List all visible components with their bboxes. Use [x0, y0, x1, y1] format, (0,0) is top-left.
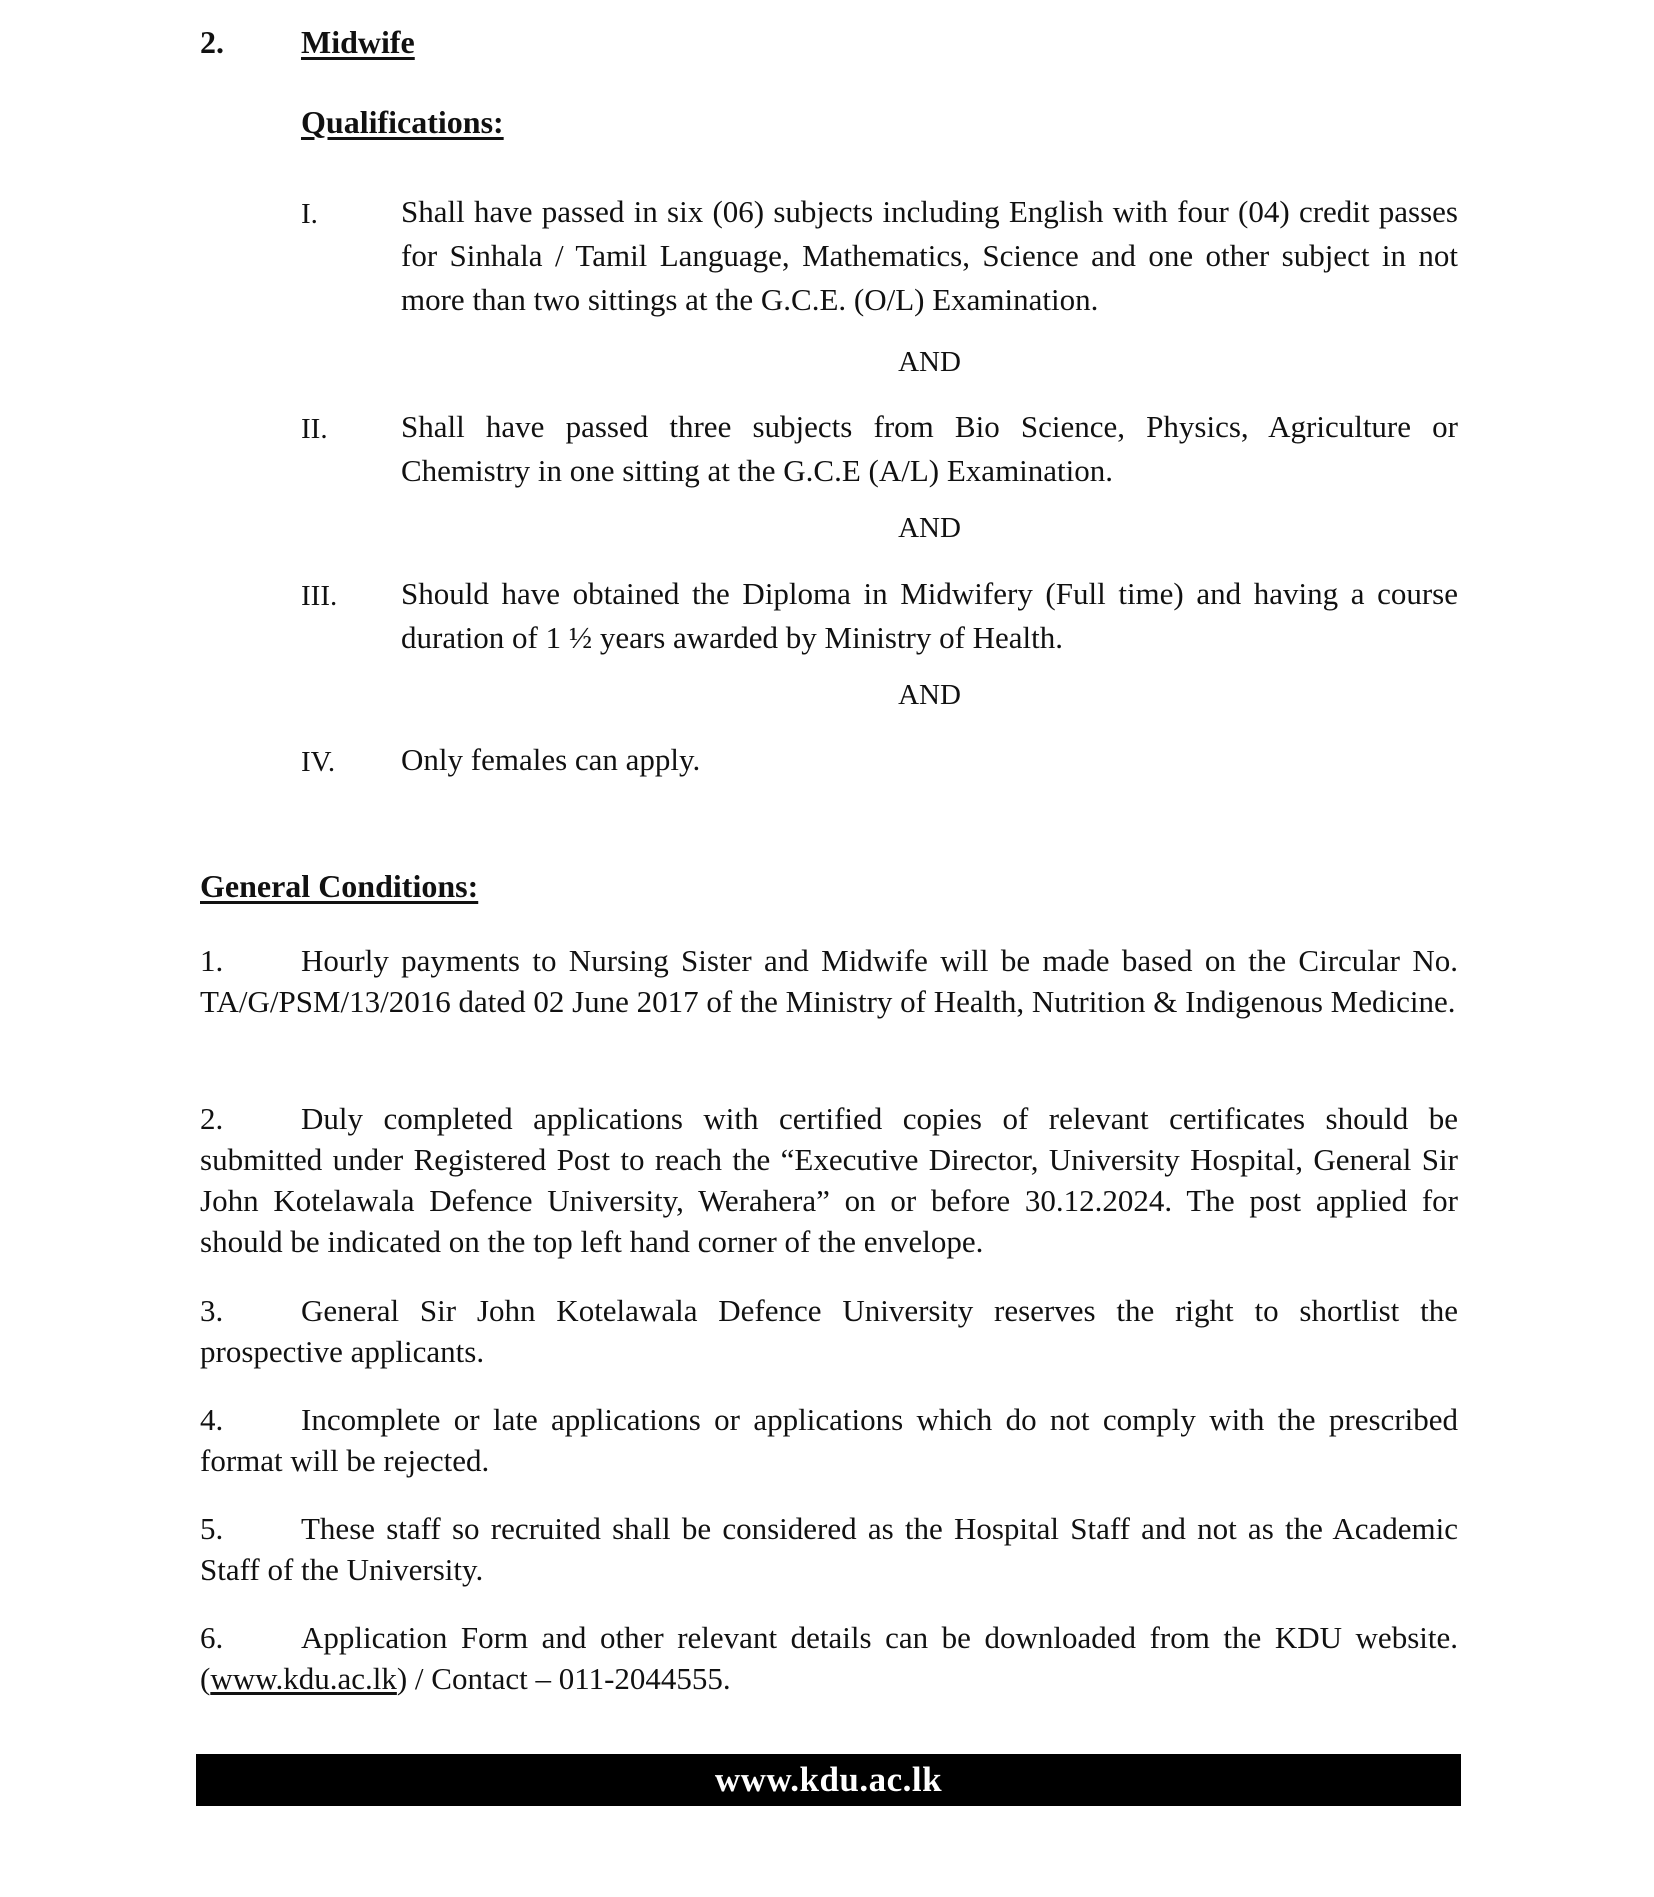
condition-item	[200, 940, 1458, 1022]
qualification-text: Only females can apply.	[401, 742, 701, 777]
condition-text: Application Form and other relevant details can be downloaded from the KDU website. (	[200, 1620, 1458, 1696]
condition-text-contact: ) / Contact – 011-2044555.	[396, 1661, 731, 1696]
condition-number: 4.	[200, 1402, 224, 1437]
condition-text: Duly completed applications with certified copies of relevant certificates should be submitted under Registered Post to reach the “Executive Director, University Hospital, General Sir John Kotelawala Defence University, Werahera” on or before 30.12.2024. The post applied for should be indicated on the top left hand corner of the envelope.	[200, 1101, 1458, 1259]
footer-url[interactable]: www.kdu.ac.lk	[714, 1760, 943, 1799]
section-number: 2.	[200, 24, 224, 60]
and-separator: AND	[898, 346, 961, 378]
website-link[interactable]: www.kdu.ac.lk	[210, 1661, 397, 1696]
qualification-numeral: III.	[301, 580, 338, 612]
condition-number: 3.	[200, 1293, 224, 1328]
and-separator: AND	[898, 679, 961, 711]
condition-item	[200, 1098, 1458, 1262]
condition-text: Incomplete or late applications or applications which do not comply with the prescribed format will be rejected.	[200, 1402, 1458, 1478]
condition-item	[200, 1617, 1458, 1699]
condition-item	[200, 1290, 1458, 1372]
qualification-text: Shall have passed three subjects from Bio Science, Physics, Agriculture or Chemistry in one sitting at the G.C.E (A/L) Examination.	[401, 409, 1458, 488]
condition-text: General Sir John Kotelawala Defence University reserves the right to shortlist the prospective applicants.	[200, 1293, 1458, 1369]
qualification-numeral: II.	[301, 413, 328, 445]
qualification-text: Should have obtained the Diploma in Midwifery (Full time) and having a course duration of 1 ½ years awarded by Ministry of Health.	[401, 576, 1458, 655]
footer-bar	[196, 1754, 1461, 1806]
qualification-numeral: I.	[301, 198, 318, 230]
and-separator: AND	[898, 512, 961, 544]
qualifications-heading: Qualifications:	[301, 104, 504, 140]
condition-item	[200, 1399, 1458, 1481]
section-title: Midwife	[301, 24, 415, 60]
condition-text: These staff so recruited shall be considered as the Hospital Staff and not as the Academic Staff of the University.	[200, 1511, 1458, 1587]
condition-text: Hourly payments to Nursing Sister and Midwife will be made based on the Circular No. TA/G/PSM/13/2016 dated 02 June 2017 of the Ministry of Health, Nutrition & Indigenous Medicine.	[200, 943, 1458, 1019]
condition-number: 5.	[200, 1511, 224, 1546]
qualification-numeral: IV.	[301, 746, 336, 778]
condition-number: 2.	[200, 1101, 224, 1136]
condition-number: 1.	[200, 943, 224, 978]
qualification-text: Shall have passed in six (06) subjects including English with four (04) credit passes for Sinhala / Tamil Language, Mathematics, Science and one other subject in not more than two sittings at the G.C.E. (O/L) Examination.	[401, 194, 1458, 317]
general-conditions-heading: General Conditions:	[200, 868, 479, 904]
condition-item	[200, 1508, 1458, 1590]
condition-number: 6.	[200, 1620, 224, 1655]
